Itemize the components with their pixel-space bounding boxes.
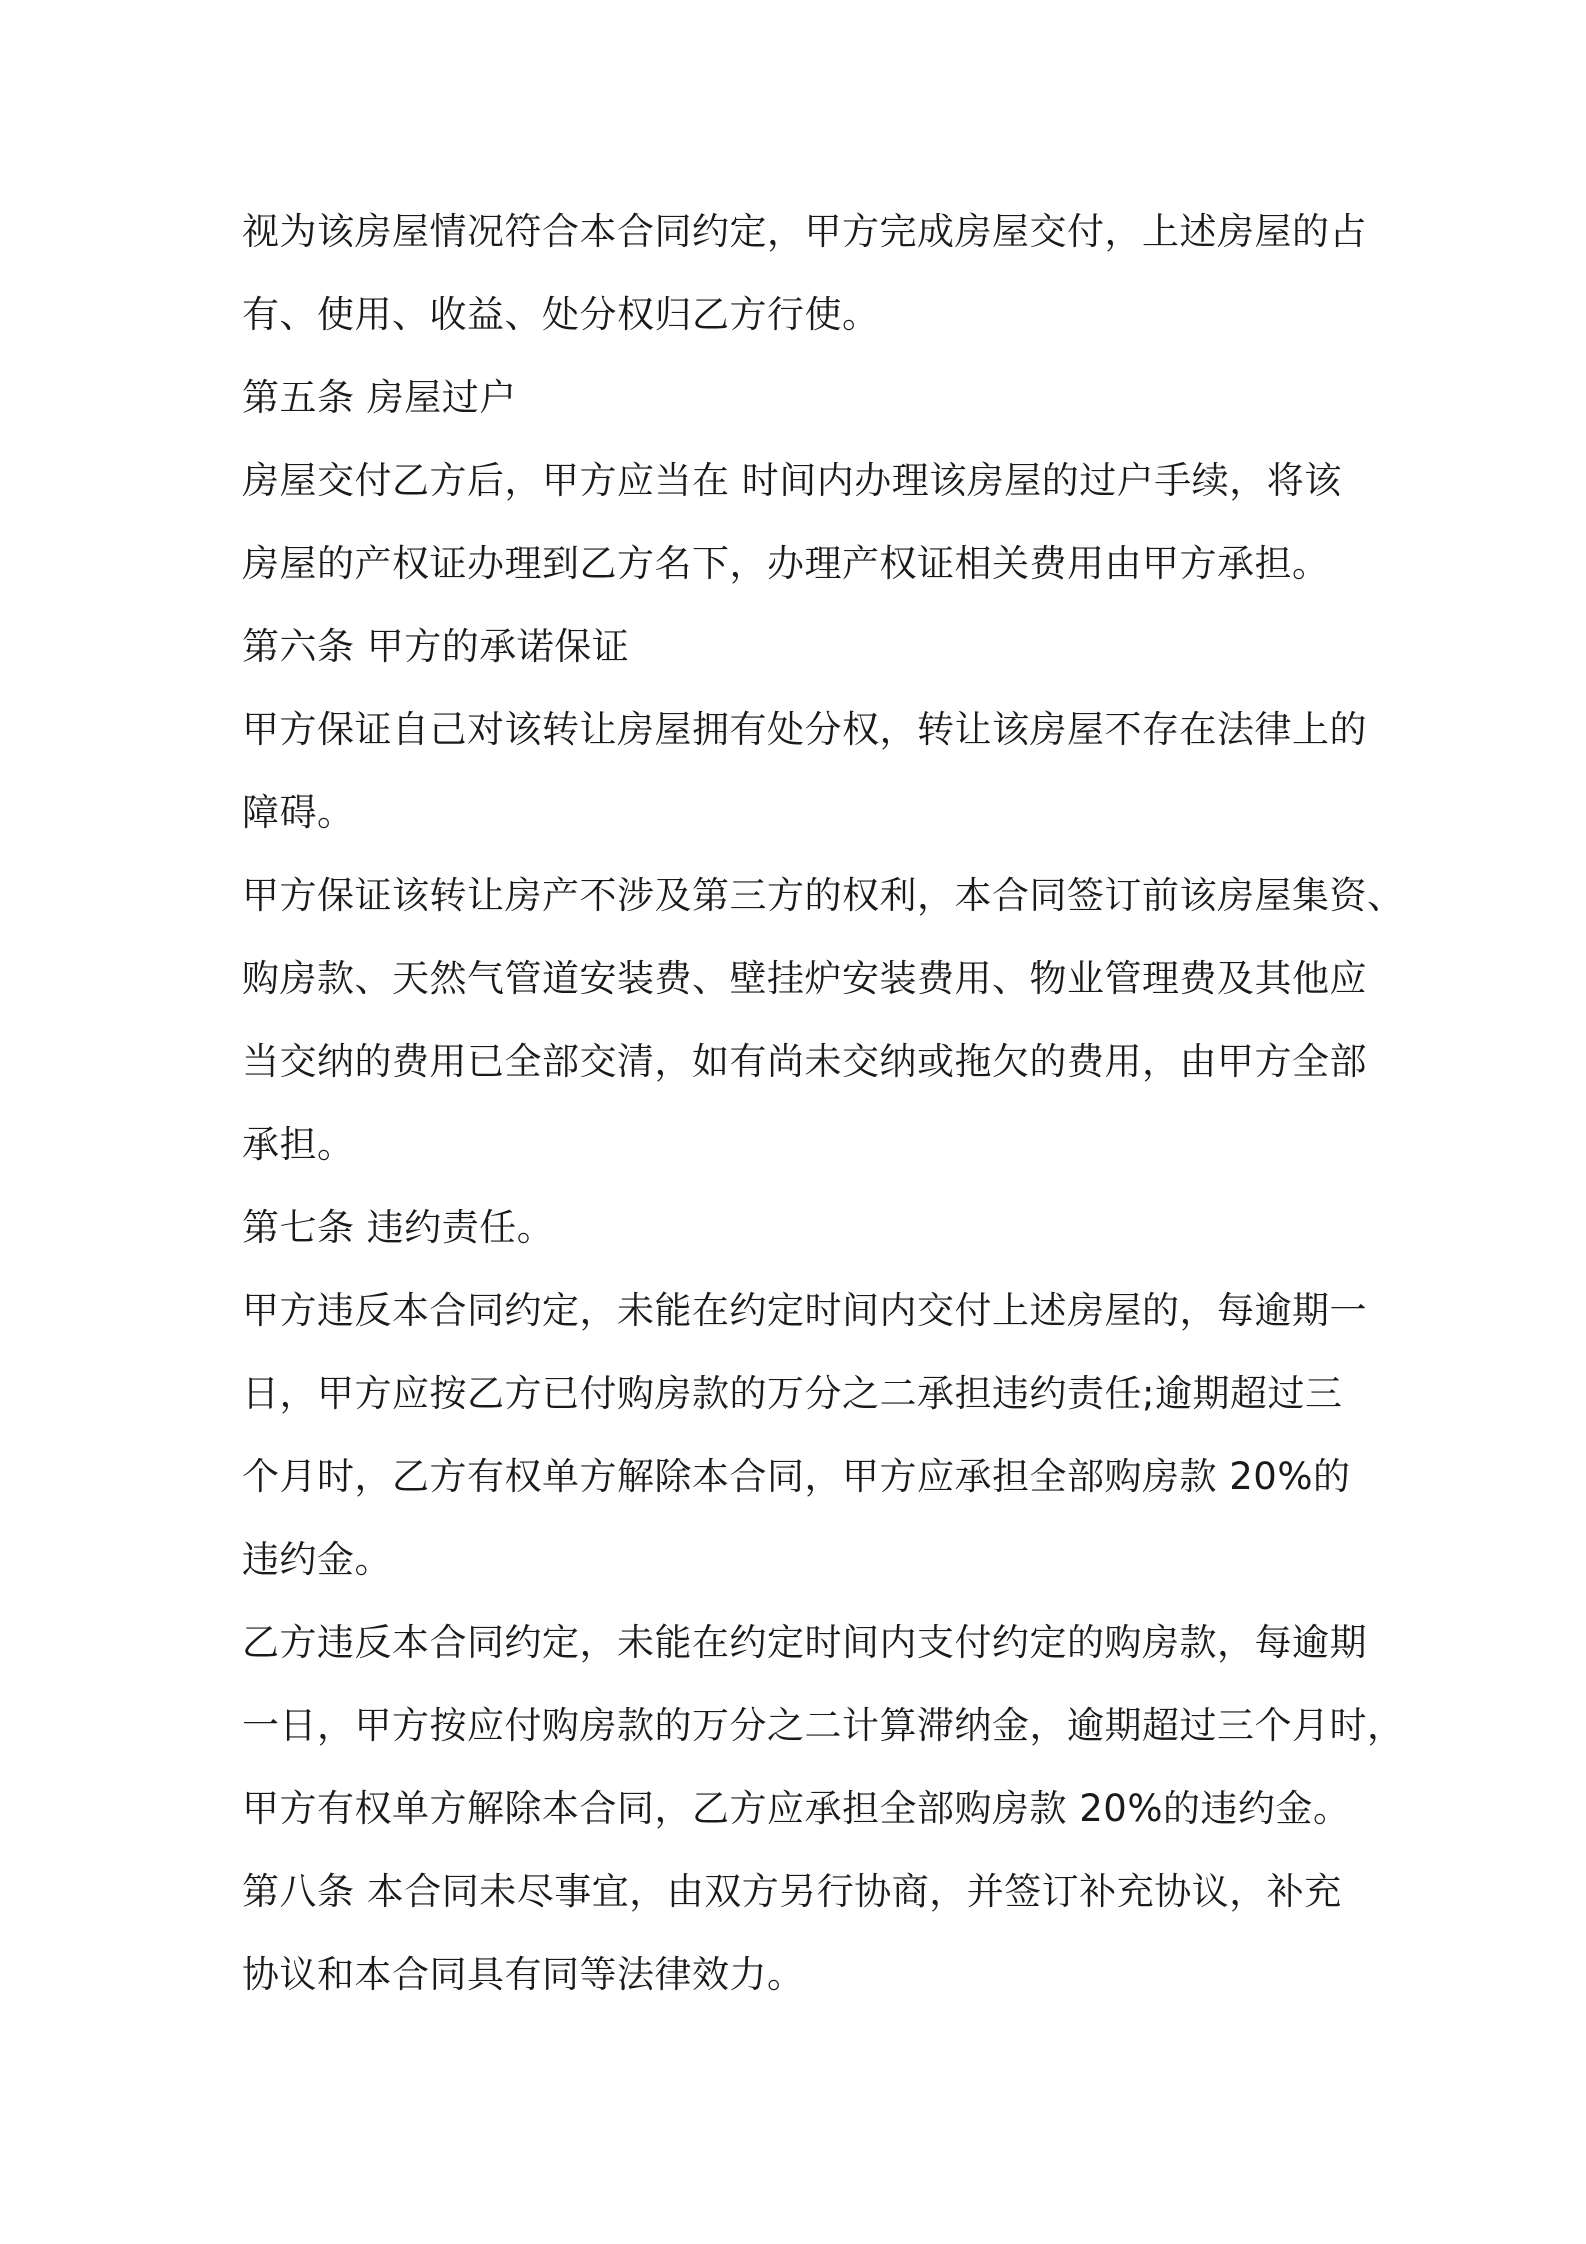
- text-line: 违约金。: [242, 1538, 392, 1581]
- text-line: 甲方有权单方解除本合同，乙方应承担全部购房款 20%的违约金。: [242, 1787, 1351, 1830]
- text-line: 承担。: [242, 1123, 355, 1166]
- text-line: 一日，甲方按应付购房款的万分之二计算滞纳金，逾期超过三个月时，: [242, 1704, 1405, 1747]
- section-heading: 第六条 甲方的承诺保证: [242, 625, 630, 668]
- document-body: [242, 190, 1405, 2016]
- text-line: 协议和本合同具有同等法律效力。: [242, 1953, 805, 1996]
- section-heading: 第五条 房屋过户: [242, 376, 517, 419]
- text-line: 障碍。: [242, 791, 355, 834]
- section-heading: 第七条 违约责任。: [242, 1206, 555, 1249]
- text-line: 房屋的产权证办理到乙方名下，办理产权证相关费用由甲方承担。: [242, 542, 1330, 585]
- text-line: 房屋交付乙方后，甲方应当在 时间内办理该房屋的过户手续，将该: [242, 459, 1342, 502]
- text-line: 当交纳的费用已全部交清，如有尚未交纳或拖欠的费用，由甲方全部: [242, 1040, 1367, 1083]
- text-line: 甲方违反本合同约定，未能在约定时间内交付上述房屋的，每逾期一: [242, 1289, 1367, 1332]
- text-line: 日，甲方应按乙方已付购房款的万分之二承担违约责任;逾期超过三: [242, 1372, 1343, 1415]
- text-line: 甲方保证该转让房产不涉及第三方的权利，本合同签订前该房屋集资、: [242, 874, 1405, 917]
- text-line: 个月时，乙方有权单方解除本合同，甲方应承担全部购房款 20%的: [242, 1455, 1351, 1498]
- text-line: 视为该房屋情况符合本合同约定，甲方完成房屋交付，上述房屋的占: [242, 210, 1367, 253]
- text-line: 有、使用、收益、处分权归乙方行使。: [242, 293, 880, 336]
- text-line: 购房款、天然气管道安装费、壁挂炉安装费用、物业管理费及其他应: [242, 957, 1367, 1000]
- text-line: 甲方保证自己对该转让房屋拥有处分权，转让该房屋不存在法律上的: [242, 708, 1367, 751]
- text-line: 乙方违反本合同约定，未能在约定时间内支付约定的购房款，每逾期: [242, 1621, 1367, 1664]
- section-heading: 第八条 本合同未尽事宜，由双方另行协商，并签订补充协议，补充: [242, 1870, 1342, 1913]
